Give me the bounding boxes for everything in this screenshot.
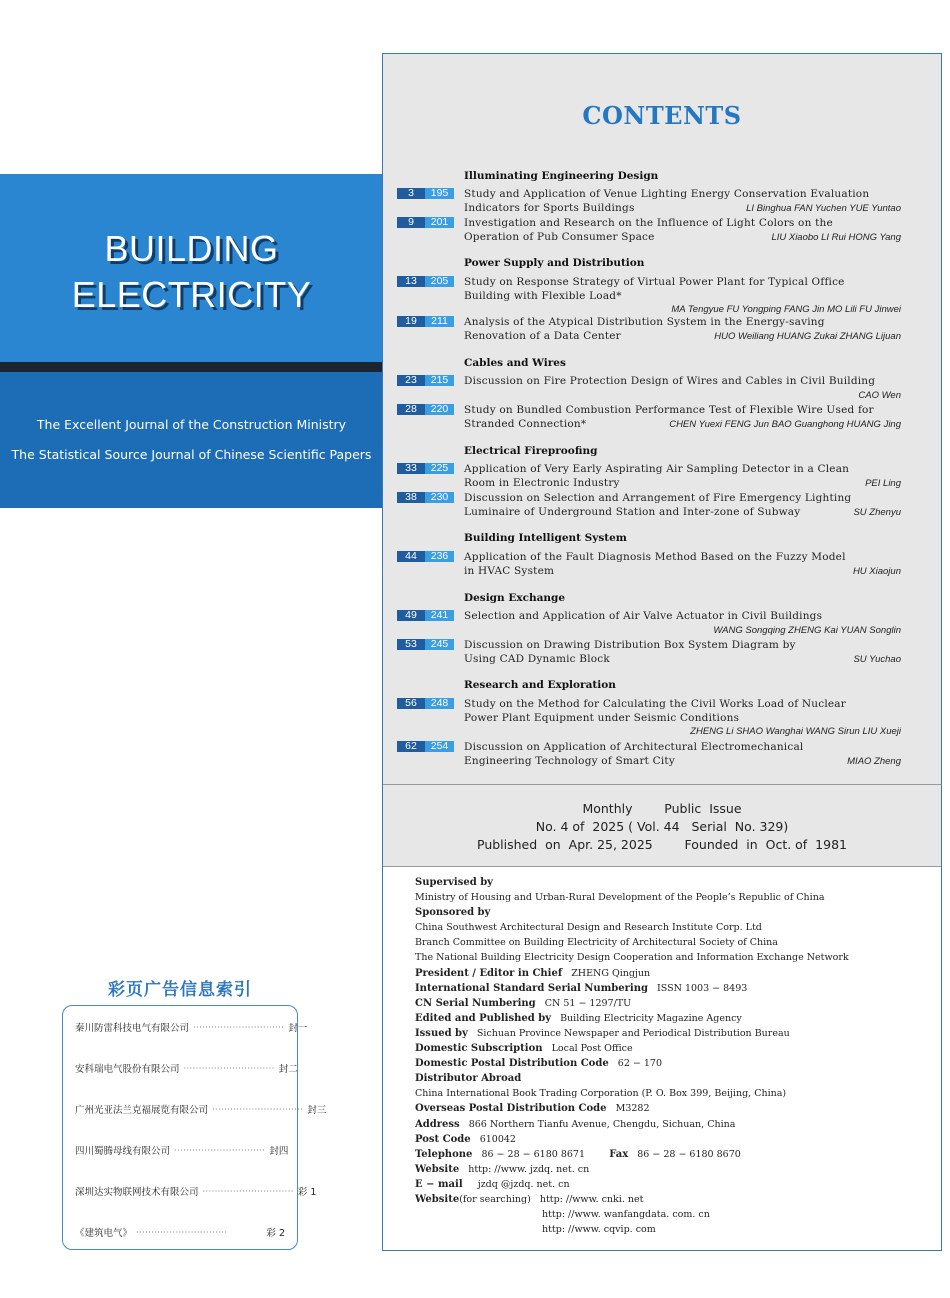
ad-page: 封四 bbox=[269, 1146, 289, 1157]
section-heading: Electrical Fireproofing bbox=[464, 445, 598, 457]
masthead-label: Post Code bbox=[415, 1133, 471, 1145]
page-badge bbox=[397, 639, 454, 650]
page-cn: 215 bbox=[425, 375, 454, 386]
masthead-value: Sichuan Province Newspaper and Periodical Distribution Bureau bbox=[476, 1027, 790, 1039]
page-en: 23 bbox=[397, 375, 425, 386]
page-badge bbox=[397, 188, 454, 199]
page-en: 53 bbox=[397, 639, 425, 650]
masthead-label: CN Serial Numbering bbox=[415, 997, 536, 1009]
article-title-line1: Study on the Method for Calculating the Civil Works Load of Nuclear bbox=[464, 698, 846, 710]
article-title-line1: Discussion on Drawing Distribution Box System Diagram by bbox=[464, 639, 796, 651]
slogan-1: The Excellent Journal of the Construction Ministry bbox=[36, 417, 347, 432]
ad-page: 彩 2 bbox=[266, 1228, 285, 1239]
masthead-note: (for searching) bbox=[459, 1193, 531, 1205]
email-link[interactable]: jzdq @jzdq. net. cn bbox=[477, 1178, 570, 1190]
journal-title bbox=[0, 226, 383, 318]
article-title-line2: in HVAC System bbox=[464, 565, 555, 577]
website-link[interactable]: http: //www. cnki. net bbox=[539, 1193, 644, 1205]
section-heading: Cables and Wires bbox=[464, 357, 566, 369]
page-en: 44 bbox=[397, 551, 425, 562]
page-badge bbox=[397, 698, 454, 709]
divider bbox=[383, 866, 941, 867]
page-badge bbox=[397, 404, 454, 415]
article-title-line1: Application of Very Early Aspirating Air Sampling Detector in a Clean bbox=[464, 463, 850, 475]
masthead-label: Website bbox=[415, 1163, 460, 1175]
masthead-label: Domestic Postal Distribution Code bbox=[415, 1058, 609, 1070]
page-badge bbox=[397, 217, 454, 228]
masthead-label: Address bbox=[415, 1118, 460, 1130]
masthead-label: Sponsored by bbox=[415, 907, 491, 919]
article-title-line1: Discussion on Application of Architectural Electromechanical bbox=[464, 741, 804, 753]
page-cn: 195 bbox=[425, 188, 454, 199]
article-authors: LIU Xiaobo LI Rui HONG Yang bbox=[771, 232, 901, 243]
page-badge bbox=[397, 551, 454, 562]
page-en: 19 bbox=[397, 316, 425, 327]
masthead-label: Distributor Abroad bbox=[415, 1073, 522, 1085]
masthead-value: M3282 bbox=[615, 1103, 650, 1115]
page-cn: 201 bbox=[425, 217, 454, 228]
article-authors: PEI Ling bbox=[865, 478, 901, 489]
masthead-label: Fax bbox=[609, 1148, 629, 1160]
contents-title: CONTENTS bbox=[582, 101, 742, 130]
masthead-value: 866 Northern Tianfu Avenue, Chengdu, Sichuan, China bbox=[468, 1118, 736, 1130]
masthead-label: Edited and Published by bbox=[415, 1012, 552, 1024]
slogan-2: The Statistical Source Journal of Chinese Scientific Papers bbox=[11, 447, 372, 462]
ad-page: 封二 bbox=[278, 1064, 298, 1075]
article-authors: MIAO Zheng bbox=[847, 756, 901, 767]
publication-dates: Published on Apr. 25, 2025 Founded in Oct. of 1981 bbox=[477, 837, 847, 852]
masthead-value: China International Book Trading Corporation (P. O. Box 399, Beijing, China) bbox=[415, 1088, 787, 1100]
article-title-line1: Discussion on Selection and Arrangement of Fire Emergency Lighting bbox=[464, 492, 852, 504]
masthead-label: Telephone bbox=[415, 1148, 473, 1160]
ad-page: 彩 1 bbox=[297, 1187, 317, 1198]
article-title-line2: Using CAD Dynamic Block bbox=[464, 653, 610, 665]
ad-index-item bbox=[75, 1019, 308, 1035]
page-cn: 225 bbox=[425, 463, 454, 474]
article-authors: HUO Weiliang HUANG Zukai ZHANG Lijuan bbox=[714, 331, 901, 342]
masthead-value: Local Post Office bbox=[551, 1043, 633, 1055]
publication-frequency: Monthly Public Issue bbox=[582, 801, 742, 816]
page-badge bbox=[397, 316, 454, 327]
article-title-line1: Selection and Application of Air Valve Actuator in Civil Buildings bbox=[464, 610, 823, 622]
masthead-value: 62 − 170 bbox=[617, 1058, 663, 1070]
page-cn: 236 bbox=[425, 551, 454, 562]
contents-panel bbox=[382, 53, 942, 1251]
ad-page: 封三 bbox=[307, 1105, 327, 1116]
masthead-label: Overseas Postal Distribution Code bbox=[415, 1103, 607, 1115]
masthead-label: President / Editor in Chief bbox=[415, 967, 563, 979]
masthead-value: China Southwest Architectural Design and Research Institute Corp. Ltd bbox=[415, 922, 762, 934]
article-title-line1: Application of the Fault Diagnosis Method Based on the Fuzzy Model bbox=[464, 551, 846, 563]
article-authors: HU Xiaojun bbox=[852, 566, 901, 577]
journal-title-line1: BUILDING bbox=[104, 228, 279, 269]
page-cn: 230 bbox=[425, 492, 454, 503]
website-link[interactable]: http: //www. wanfangdata. com. cn bbox=[542, 1209, 710, 1221]
article-title-line2: Luminaire of Underground Station and Inter-zone of Subway bbox=[464, 506, 801, 518]
page-badge bbox=[397, 610, 454, 621]
masthead-label: Supervised by bbox=[415, 877, 493, 888]
page-badge bbox=[397, 375, 454, 386]
page-cn: 248 bbox=[425, 698, 454, 709]
page-en: 28 bbox=[397, 404, 425, 415]
article-authors: SU Zhenyu bbox=[853, 507, 901, 518]
ad-company: 深圳达实物联网技术有限公司 bbox=[75, 1187, 199, 1198]
ad-index-title: 彩页广告信息索引 bbox=[108, 980, 252, 1000]
page-badge bbox=[397, 492, 454, 503]
masthead-value: 86 − 28 − 6180 8671 bbox=[481, 1148, 586, 1160]
page-cn: 245 bbox=[425, 639, 454, 650]
article-authors: CAO Wen bbox=[858, 390, 901, 401]
article-title-line1: Analysis of the Atypical Distribution System in the Energy-saving bbox=[464, 316, 825, 328]
publication-issue: No. 4 of 2025 ( Vol. 44 Serial No. 329) bbox=[535, 819, 789, 834]
leader-dots: ······························ bbox=[174, 1145, 266, 1155]
page-en: 62 bbox=[397, 741, 425, 752]
ad-company: 《建筑电气》 bbox=[75, 1228, 133, 1239]
article-authors: LI Binghua FAN Yuchen YUE Yuntao bbox=[746, 203, 901, 214]
article-title-line2: Building with Flexible Load* bbox=[464, 290, 622, 302]
article-title-line1: Discussion on Fire Protection Design of Wires and Cables in Civil Building bbox=[464, 375, 876, 387]
ad-page: 封一 bbox=[288, 1023, 308, 1034]
page-cn: 241 bbox=[425, 610, 454, 621]
page-cn: 220 bbox=[425, 404, 454, 415]
ad-company: 四川蜀腾母线有限公司 bbox=[75, 1146, 171, 1157]
section-heading: Building Intelligent System bbox=[464, 532, 627, 544]
masthead-value: The National Building Electricity Design Cooperation and Information Exchange Network bbox=[415, 952, 849, 964]
masthead-value: Branch Committee on Building Electricity of Architectural Society of China bbox=[415, 937, 778, 949]
article-authors: WANG Songqing ZHENG Kai YUAN Songlin bbox=[713, 625, 901, 636]
masthead-value: 610042 bbox=[479, 1133, 516, 1145]
masthead-label: Domestic Subscription bbox=[415, 1043, 543, 1055]
article-title-line2: Indicators for Sports Buildings bbox=[464, 202, 635, 214]
article-title-line2: Stranded Connection* bbox=[464, 418, 587, 430]
article-title-line1: Study on Bundled Combustion Performance Test of Flexible Wire Used for bbox=[464, 404, 874, 416]
ad-index-item bbox=[75, 1101, 327, 1117]
website-link[interactable]: http: //www. cqvip. com bbox=[542, 1224, 656, 1236]
article-title-line2: Power Plant Equipment under Seismic Conditions bbox=[464, 712, 740, 724]
page-en: 56 bbox=[397, 698, 425, 709]
page-cn: 254 bbox=[425, 741, 454, 752]
article-authors: MA Tengyue FU Yongping FANG Jin MO Lili FU Jinwei bbox=[671, 304, 901, 315]
leader-dots: ······························ bbox=[136, 1227, 228, 1237]
article-title-line1: Study on Response Strategy of Virtual Power Plant for Typical Office bbox=[464, 276, 845, 288]
leader-dots: ······························ bbox=[202, 1186, 294, 1196]
ad-company: 安科瑞电气股份有限公司 bbox=[75, 1064, 180, 1075]
masthead-value: ZHENG Qingjun bbox=[571, 967, 651, 979]
masthead-label: E − mail bbox=[415, 1178, 463, 1190]
article-title-line1: Study and Application of Venue Lighting Energy Conservation Evaluation bbox=[464, 188, 870, 200]
masthead-label: Website bbox=[415, 1193, 460, 1205]
article-title-line2: Room in Electronic Industry bbox=[464, 477, 620, 489]
page-en: 33 bbox=[397, 463, 425, 474]
slogan-banner bbox=[0, 372, 383, 508]
leader-dots: ······························ bbox=[193, 1022, 285, 1032]
section-heading: Design Exchange bbox=[464, 592, 566, 604]
page-en: 49 bbox=[397, 610, 425, 621]
ad-company: 广州光亚法兰克福展览有限公司 bbox=[75, 1105, 209, 1116]
leader-dots: ······························ bbox=[183, 1063, 275, 1073]
masthead-value: Ministry of Housing and Urban-Rural Development of the People’s Republic of China bbox=[415, 892, 825, 904]
page-badge bbox=[397, 463, 454, 474]
article-title-line2: Operation of Pub Consumer Space bbox=[464, 231, 655, 243]
journal-title-line2: ELECTRICITY bbox=[71, 274, 312, 315]
page-en: 3 bbox=[397, 188, 425, 199]
article-authors: SU Yuchao bbox=[853, 654, 901, 665]
page-en: 38 bbox=[397, 492, 425, 503]
leader-dots: ······························ bbox=[212, 1104, 304, 1114]
page-en: 13 bbox=[397, 276, 425, 287]
masthead-value: Building Electricity Magazine Agency bbox=[560, 1012, 742, 1024]
article-title-line2: Renovation of a Data Center bbox=[464, 330, 621, 342]
ad-index-item bbox=[75, 1060, 298, 1076]
article-title-line2: Engineering Technology of Smart City bbox=[464, 755, 675, 767]
banner-divider bbox=[0, 362, 383, 372]
masthead-value: ISSN 1003 − 8493 bbox=[657, 982, 748, 994]
page-cn: 211 bbox=[425, 316, 454, 327]
article-authors: ZHENG Li SHAO Wanghai WANG Sirun LIU Xueji bbox=[690, 726, 901, 737]
section-heading: Research and Exploration bbox=[464, 679, 616, 691]
page-en: 9 bbox=[397, 217, 425, 228]
masthead-label: Issued by bbox=[415, 1027, 468, 1039]
article-title-line1: Investigation and Research on the Influence of Light Colors on the bbox=[464, 217, 833, 229]
page-badge bbox=[397, 276, 454, 287]
masthead bbox=[415, 875, 931, 1237]
ad-index-item bbox=[75, 1183, 317, 1199]
page-badge bbox=[397, 741, 454, 752]
page-cn: 205 bbox=[425, 276, 454, 287]
masthead-label: International Standard Serial Numbering bbox=[415, 982, 648, 994]
section-heading: Illuminating Engineering Design bbox=[464, 170, 659, 182]
section-heading: Power Supply and Distribution bbox=[464, 257, 645, 269]
website-link[interactable]: http: //www. jzdq. net. cn bbox=[468, 1163, 590, 1175]
ad-company: 秦川防雷科技电气有限公司 bbox=[75, 1023, 190, 1034]
ad-index-item bbox=[75, 1224, 285, 1240]
masthead-value: CN 51 − 1297/TU bbox=[544, 997, 632, 1009]
masthead-value: 86 − 28 − 6180 8670 bbox=[637, 1148, 741, 1160]
ad-index-item bbox=[75, 1142, 289, 1158]
ad-index-box bbox=[62, 1005, 327, 1250]
article-authors: CHEN Yuexi FENG Jun BAO Guanghong HUANG Jing bbox=[669, 419, 901, 430]
divider bbox=[383, 784, 941, 785]
